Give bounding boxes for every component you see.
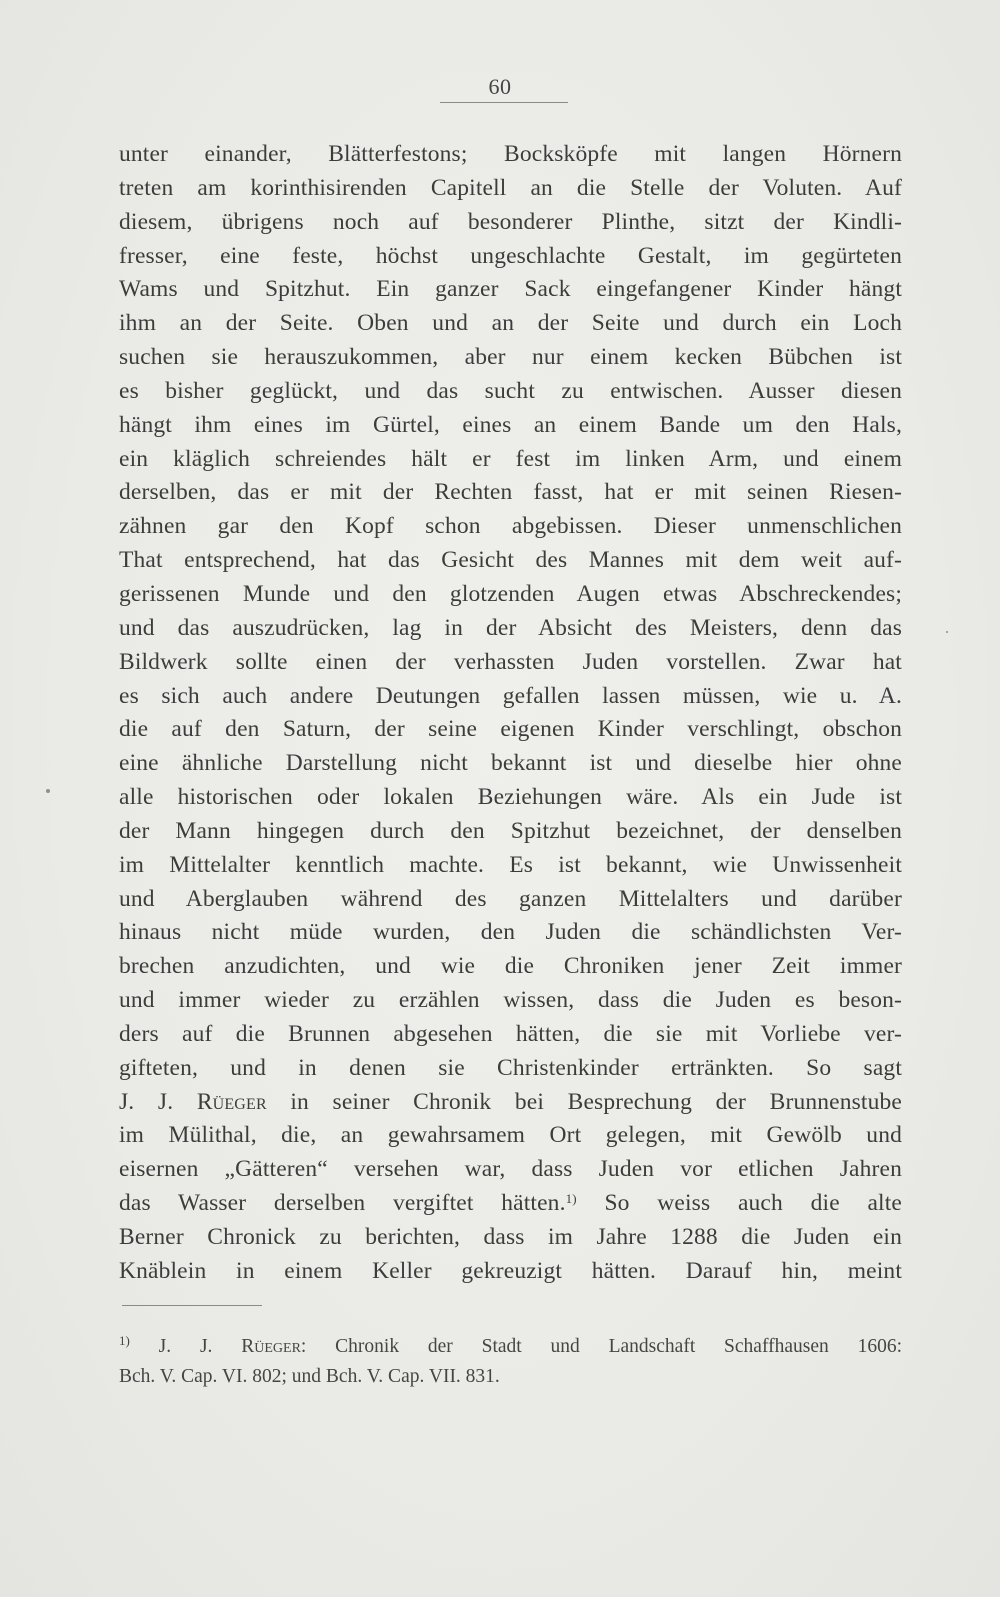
text-line-with-note xyxy=(119,1187,902,1221)
text-line: und das auszudrücken, lag in der Absicht des Meisters, denn das xyxy=(119,614,902,641)
text-line: diesem, übrigens noch auf besonderer Plinthe, sitzt der Kindli- xyxy=(119,208,902,235)
text-line: treten am korinthisirenden Capitell an die Stelle der Voluten. Auf xyxy=(119,174,902,201)
text-line: Wams und Spitzhut. Ein ganzer Sack eingefangener Kinder hängt xyxy=(119,276,902,303)
text-line: hängt ihm eines im Gürtel, eines an einem Bande um den Hals, xyxy=(119,411,902,438)
page-number: 60 xyxy=(488,74,512,99)
citation-suffix: in seiner Chronik bei Besprechung der Brunnenstube xyxy=(266,1088,902,1115)
text-line-citation xyxy=(119,1086,902,1120)
text-line: gerissenen Munde und den glotzenden Augen etwas Abschreckendes; xyxy=(119,580,902,607)
text-line: die auf den Saturn, der seine eigenen Kinder verschlingt, obschon xyxy=(119,716,902,743)
scan-speck xyxy=(946,631,948,633)
text-line: eine ähnliche Darstellung nicht bekannt ist und dieselbe hier ohne xyxy=(119,750,902,777)
text-line: und immer wieder zu erzählen wissen, dass die Juden es beson- xyxy=(119,987,902,1014)
scan-speck xyxy=(46,789,50,793)
header-rule xyxy=(440,102,568,103)
text-line: ihm an der Seite. Oben und an der Seite und durch ein Loch xyxy=(119,310,902,337)
footnote-author-name: Rüeger xyxy=(241,1336,301,1357)
text-line: gifteten, und in denen sie Christenkinder ertränkten. So sagt xyxy=(119,1054,902,1081)
text-line: brechen anzudichten, und wie die Chroniken jener Zeit immer xyxy=(119,953,902,980)
text-line: suchen sie herauszukommen, aber nur einem kecken Bübchen ist xyxy=(119,344,902,371)
author-name: Rüeger xyxy=(196,1088,267,1115)
text-line: derselben, das er mit der Rechten fasst, hat er mit seinen Riesen- xyxy=(119,479,902,506)
text-line: ders auf die Brunnen abgesehen hätten, die sie mit Vorliebe ver- xyxy=(119,1020,902,1047)
text-line: es bisher geglückt, und das sucht zu entwischen. Ausser diesen xyxy=(119,377,902,404)
text-line: alle historischen oder lokalen Beziehungen wäre. Als ein Jude ist xyxy=(119,784,902,811)
text-line: im Mülithal, die, an gewahrsamem Ort gelegen, mit Gewölb und xyxy=(119,1122,902,1149)
text-line: der Mann hingegen durch den Spitzhut bezeichnet, der denselben xyxy=(119,817,902,844)
footnote-rule xyxy=(122,1305,262,1306)
text-line: Knäblein in einem Keller gekreuzigt hätten. Darauf hin, meint xyxy=(119,1257,902,1284)
text-line: es sich auch andere Deutungen gefallen lassen müssen, wie u. A. xyxy=(119,682,902,709)
text-line: fresser, eine feste, höchst ungeschlachte Gestalt, im gegürteten xyxy=(119,242,902,269)
note-line-tail: So weiss auch die alte xyxy=(576,1190,902,1217)
note-line-text: das Wasser derselben vergiftet hätten. xyxy=(119,1190,566,1217)
footnote-line1-rest: : Chronik der Stadt und Landschaft Schaffhausen 1606: xyxy=(300,1336,902,1357)
text-line: und Aberglauben während des ganzen Mittelalters und darüber xyxy=(119,885,902,912)
footnote-line xyxy=(119,1332,902,1362)
footnote-prefix: J. J. xyxy=(129,1336,242,1357)
footnotes xyxy=(119,1332,902,1392)
body-text xyxy=(119,138,902,1289)
text-line: Berner Chronick zu berichten, dass im Jahre 1288 die Juden ein xyxy=(119,1224,902,1250)
footnote-reference[interactable]: 1) xyxy=(565,1191,577,1207)
footnote-marker: 1) xyxy=(119,1333,130,1348)
text-line: zähnen gar den Kopf schon abgebissen. Dieser unmenschlichen xyxy=(119,513,902,540)
footnote-line: Bch. V. Cap. VI. 802; und Bch. V. Cap. VII. 831. xyxy=(119,1366,500,1387)
text-line: unter einander, Blätterfestons; Bocksköpfe mit langen Hörnern xyxy=(119,141,902,167)
text-line: ein kläglich schreiendes hält er fest im linken Arm, und einem xyxy=(119,445,902,472)
text-line: Bildwerk sollte einen der verhassten Juden vorstellen. Zwar hat xyxy=(119,648,902,675)
text-line: hinaus nicht müde wurden, den Juden die schändlichsten Ver- xyxy=(119,919,902,946)
text-line: That entsprechend, hat das Gesicht des Mannes mit dem weit auf- xyxy=(119,547,902,574)
text-line: eisernen „Gätteren“ versehen war, dass Juden vor etlichen Jahren xyxy=(119,1156,902,1183)
text-line: im Mittelalter kenntlich machte. Es ist bekannt, wie Unwissenheit xyxy=(119,851,902,878)
citation-prefix: J. J. xyxy=(119,1088,197,1115)
